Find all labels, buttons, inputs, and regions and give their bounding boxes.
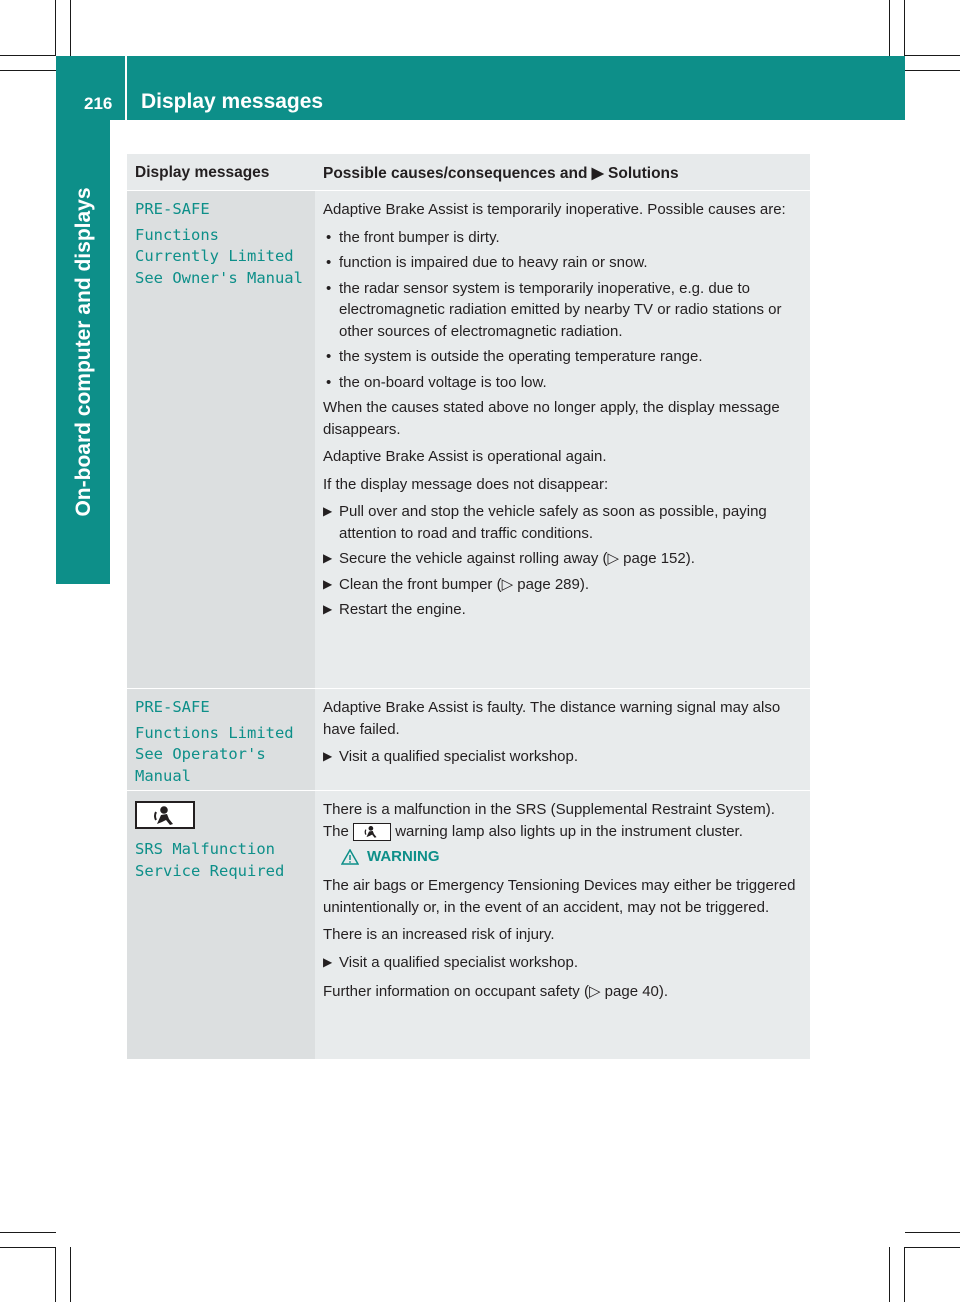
crop-mark [904, 1247, 905, 1302]
cause-intro: Adaptive Brake Assist is temporarily inoperative. Possible causes are: [323, 201, 786, 218]
page-title: Display messages [141, 90, 324, 113]
message-line: Service Required [135, 861, 285, 880]
message-line: Currently Limited [135, 247, 294, 265]
action-step: ▶ Visit a qualified specialist workshop. [323, 952, 804, 974]
column-header-text: Solutions [608, 165, 679, 182]
table-header-row [127, 154, 810, 190]
page-number: 216 [84, 94, 113, 113]
crop-mark [0, 1247, 56, 1248]
message-line: SRS Malfunction [135, 840, 275, 858]
side-tab-text: On-board computer and displays [72, 187, 95, 517]
airbag-warning-icon [135, 801, 195, 829]
paragraph: If the display message does not disappear: [323, 475, 609, 493]
airbag-warning-icon [353, 823, 391, 841]
paragraph: When the causes stated above no longer apply, the display message disappears. [323, 399, 780, 438]
cause-intro: Adaptive Brake Assist is faulty. The distance warning signal may also have failed. [323, 699, 781, 738]
action-step: ▶ Secure the vehicle against rolling away (▷ page 152). [323, 548, 804, 570]
table-row [127, 688, 810, 790]
message-line: Functions Limited [135, 723, 294, 742]
crop-mark [0, 70, 56, 71]
arrow-right-icon: ▶ [323, 551, 333, 565]
column-header-messages: Display messages [127, 154, 315, 190]
action-step: ▶ Clean the front bumper (▷ page 289). [323, 574, 804, 596]
message-description [315, 689, 810, 790]
action-step: ▶ Pull over and stop the vehicle safely as soon as possible, paying attention to road and traffic conditions. [323, 503, 767, 542]
crop-mark [905, 1232, 960, 1233]
list-item: • the front bumper is dirty. [326, 228, 500, 246]
message-description [315, 791, 810, 1059]
warning-heading [341, 848, 804, 865]
arrow-right-icon: ▶ [591, 165, 604, 182]
crop-mark [0, 55, 56, 56]
crop-mark [55, 0, 56, 56]
arrow-right-icon: ▶ [323, 504, 333, 518]
message-line: PRE-SAFE [135, 200, 210, 218]
display-messages-table [127, 154, 810, 1059]
list-item: • the system is outside the operating temperature range. [326, 348, 703, 365]
crop-mark [0, 1232, 56, 1233]
action-step: ▶ Visit a qualified specialist workshop. [323, 746, 804, 768]
crop-mark [55, 1247, 56, 1302]
crop-mark [905, 70, 960, 71]
arrow-right-icon: ▶ [323, 749, 333, 763]
list-item: • the on-board voltage is too low. [326, 373, 547, 391]
message-line: Functions [135, 225, 219, 244]
warning-label: WARNING [367, 848, 440, 865]
column-header-text: Possible causes/consequences and [323, 165, 588, 182]
warning-text: The air bags or Emergency Tensioning Devices may either be triggered unintentionally or, in the event of an accident, may not be triggered. [323, 877, 796, 916]
crop-mark [889, 0, 890, 56]
cause-intro: There is a malfunction in the SRS (Supplemental Restraint System). The warning lamp also lights up in the instrument cluster. [323, 801, 775, 840]
action-step: ▶ Restart the engine. [323, 599, 804, 621]
message-line: See Owner's Manual [135, 268, 303, 287]
crop-mark [70, 0, 71, 56]
crop-mark [70, 1247, 71, 1302]
crop-mark [889, 1247, 890, 1302]
crop-mark [905, 1247, 960, 1248]
header-separator [125, 56, 127, 120]
list-item: • function is impaired due to heavy rain or snow. [326, 254, 648, 271]
display-message [127, 191, 315, 688]
message-description [315, 191, 810, 688]
table-row [127, 190, 810, 688]
warning-triangle-icon [341, 849, 359, 865]
message-line: PRE-SAFE [135, 698, 210, 716]
message-line: See Operator's [135, 745, 266, 763]
crop-mark [904, 0, 905, 56]
list-item: • the radar sensor system is temporarily inoperative, e.g. due to electromagnetic radiation emitted by nearby TV or radio stations or other sources of electromagnetic radiation. [326, 279, 782, 340]
table-row [127, 790, 810, 1059]
message-line: Manual [135, 766, 191, 785]
arrow-right-icon: ▶ [323, 954, 333, 969]
crop-mark [905, 55, 960, 56]
arrow-right-icon: ▶ [323, 602, 333, 616]
paragraph: Adaptive Brake Assist is operational again. [323, 448, 607, 465]
risk-text: There is an increased risk of injury. [323, 926, 555, 943]
display-message [127, 689, 315, 790]
further-info: Further information on occupant safety (▷ page 40). [323, 983, 669, 1000]
display-message [127, 791, 315, 1059]
arrow-right-icon: ▶ [323, 576, 333, 591]
column-header-solutions [315, 154, 810, 190]
